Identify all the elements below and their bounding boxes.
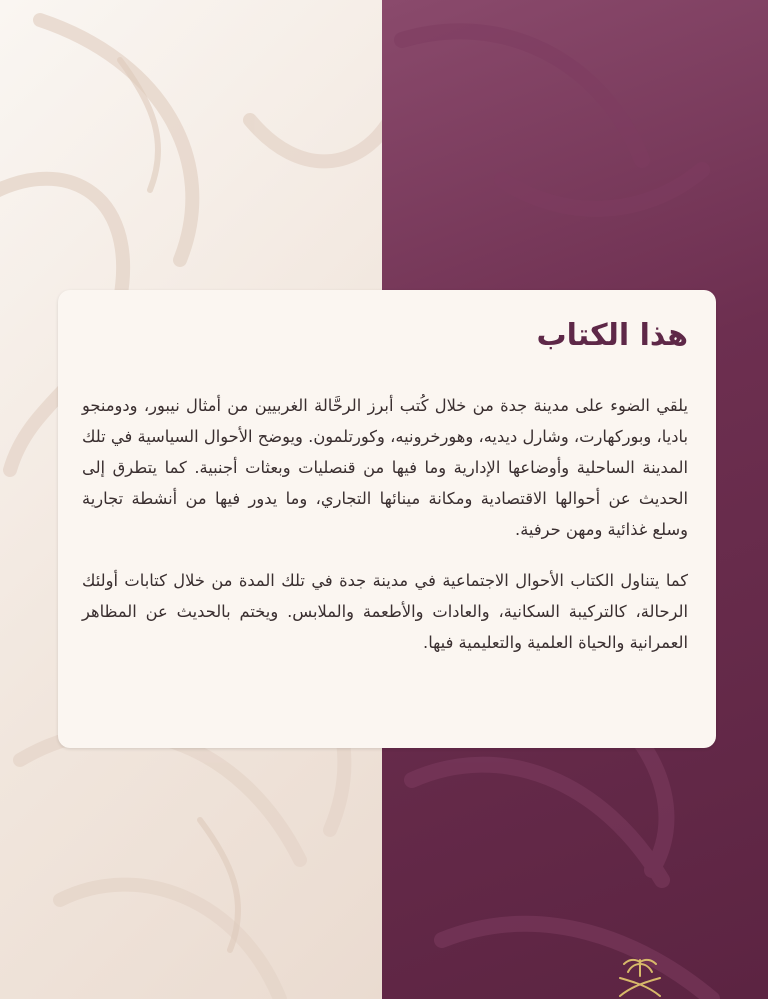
description-paragraph-1: يلقي الضوء على مدينة جدة من خلال كُتب أبرز الرحَّالة الغربيين من أمثال نيبور، ودومنجو باديا، وبوركهارت، وشارل ديديه، وهورخرونيه، وكورتلمون. ويوضح الأحوال السياسية في تلك المدينة الساحلية وأوضاعها الإدارية وما فيها من قنصليات وبعثات أجنبية. كما يتطرق إلى الحديث عن أحوالها الاقتصادية ومكانة مينائها التجاري، وما يدور فيها من أنشطة تجارية وسلع غذائية ومهن حرفية. <box>82 396 688 539</box>
about-book-card <box>58 290 716 748</box>
card-title: هذا الكتاب <box>536 318 688 353</box>
description-paragraph-2: كما يتناول الكتاب الأحوال الاجتماعية في مدينة جدة في تلك المدة من خلال كتابات أولئك الرحالة، كالتركيبة السكانية، والعادات والأطعمة والملابس. ويختم بالحديث عن المظاهر العمرانية والحياة العلمية والتعليمية فيها. <box>82 571 688 652</box>
palm-and-crossed-swords-emblem-icon <box>612 956 668 999</box>
